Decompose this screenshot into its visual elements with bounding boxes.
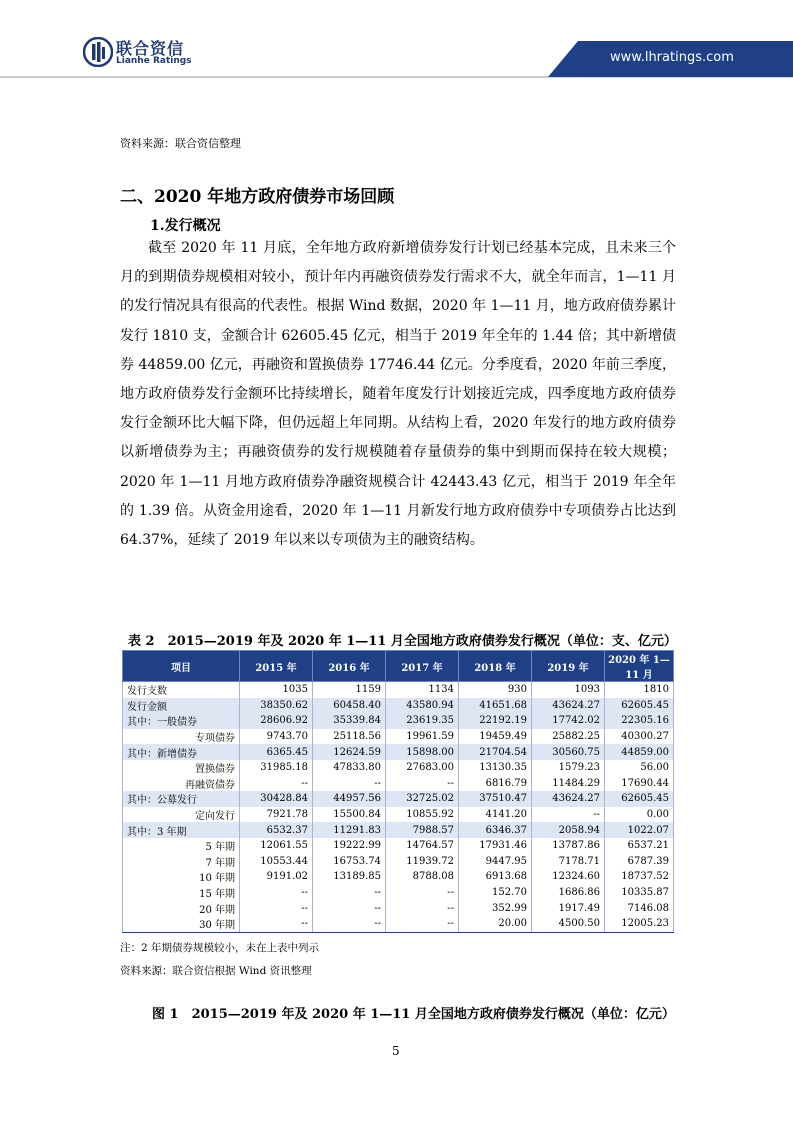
table-cell: 17931.46 — [459, 838, 532, 854]
table-cell: 30428.84 — [240, 791, 313, 807]
row-label: 其中：新增债券 — [123, 744, 240, 760]
table-cell: 25118.56 — [313, 729, 386, 745]
row-label: 专项债券 — [123, 729, 240, 745]
table-body — [123, 682, 674, 933]
table-cell: -- — [386, 900, 459, 916]
table-cell: 44957.56 — [313, 791, 386, 807]
table-cell: -- — [313, 776, 386, 792]
section-title: 二、2020 年地方政府债券市场回顾 — [120, 187, 395, 207]
table-row — [123, 854, 674, 870]
table-cell: 30560.75 — [532, 744, 605, 760]
table-cell: 16753.74 — [313, 854, 386, 870]
table-cell: 12324.60 — [532, 869, 605, 885]
row-label: 20 年期 — [123, 900, 240, 916]
table-caption: 表 2 2015—2019 年及 2020 年 1—11 月全国地方政府债券发行概况（单位：支、亿元） — [128, 634, 677, 649]
table-cell: 7921.78 — [240, 807, 313, 823]
table-row — [123, 729, 674, 745]
row-label: 发行支数 — [123, 682, 240, 698]
row-label: 其中：3 年期 — [123, 822, 240, 838]
table-cell: 17742.02 — [532, 713, 605, 729]
table-cell: 2058.94 — [532, 822, 605, 838]
figure-caption: 图 1 2015—2019 年及 2020 年 1—11 月全国地方政府债券发行概况（单位：亿元） — [152, 1007, 675, 1022]
table-row — [123, 791, 674, 807]
table-cell: 23619.35 — [386, 713, 459, 729]
table-cell: -- — [240, 776, 313, 792]
table-cell: 11291.83 — [313, 822, 386, 838]
table-cell: -- — [240, 916, 313, 932]
table-cell: 21704.54 — [459, 744, 532, 760]
table-cell: 7988.57 — [386, 822, 459, 838]
table-cell: 13787.86 — [532, 838, 605, 854]
table-row — [123, 776, 674, 792]
table-cell: 35339.84 — [313, 713, 386, 729]
table-cell: 11939.72 — [386, 854, 459, 870]
table-cell: 44859.00 — [605, 744, 674, 760]
table-cell: 1093 — [532, 682, 605, 698]
table-cell: 43624.27 — [532, 698, 605, 714]
table-cell: 20.00 — [459, 916, 532, 932]
table-row — [123, 885, 674, 901]
table-cell: 4141.20 — [459, 807, 532, 823]
table-note: 注：2 年期债券规模较小，未在上表中列示 — [120, 942, 320, 954]
table-cell: 27683.00 — [386, 760, 459, 776]
paragraph-text: 截至 2020 年 11 月底，全年地方政府新增债券发行计划已经基本完成，且未来三个月的到期债券规模相对较小，预计年内再融资债券发行需求不大，就全年而言，1—11 月的发行情况具有很高的代表性。根据 Wind 数据，2020 年 1—11 月，地方政府债券累计发行 1810 支，金额合计 62605.45 亿元，相当于 2019 年全年的 1.44 倍；其中新增债券 44859.00 亿元，再融资和置换债券 17746.44 亿元。分季度看，2020 年前三季度，地方政府债券发行金额环比持续增长，随着年度发行计划接近完成，四季度地方政府债券发行金额环比大幅下降，但仍远超上年同期。从结构上看，2020 年发行的地方政府债券以新增债券为主；再融资债券的发行规模随着存量债券的集中到期而保持在较大规模；2020 年 1—11 月地方政府债券净融资规模合计 42443.43 亿元，相当于 2019 年全年的 1.39 倍。从资金用途看，2020 年 1—11 月新发行地方政府债券中专项债券占比达到 64.37%，延续了 2019 年以来以专项债为主的融资结构。 — [120, 240, 676, 549]
table-cell: 15898.00 — [386, 744, 459, 760]
page-header — [0, 0, 793, 80]
table-cell: 32725.02 — [386, 791, 459, 807]
table-cell: 14764.57 — [386, 838, 459, 854]
table-cell: 9447.95 — [459, 854, 532, 870]
table-cell: 7178.71 — [532, 854, 605, 870]
table-cell: -- — [313, 885, 386, 901]
table-cell: 22192.19 — [459, 713, 532, 729]
table-row — [123, 760, 674, 776]
table-cell: 1035 — [240, 682, 313, 698]
page-number: 5 — [392, 1044, 400, 1058]
col-header: 2016 年 — [313, 651, 386, 682]
table-cell: 19961.59 — [386, 729, 459, 745]
table-cell: 6532.37 — [240, 822, 313, 838]
lianhe-logo-icon — [83, 37, 113, 67]
table-cell: 12624.59 — [313, 744, 386, 760]
table-cell: -- — [313, 916, 386, 932]
website-url[interactable]: www.lhratings.com — [610, 50, 734, 65]
table-cell: 22305.16 — [605, 713, 674, 729]
table-cell: 1579.23 — [532, 760, 605, 776]
table-cell: 28606.92 — [240, 713, 313, 729]
table-row — [123, 838, 674, 854]
table-row — [123, 744, 674, 760]
table-cell: 12005.23 — [605, 916, 674, 932]
row-label: 定向发行 — [123, 807, 240, 823]
row-label: 置换债券 — [123, 760, 240, 776]
table-cell: 1134 — [386, 682, 459, 698]
table-cell: -- — [386, 885, 459, 901]
col-header: 2020 年 1—11 月 — [605, 651, 674, 682]
table-cell: 13130.35 — [459, 760, 532, 776]
table-cell: 41651.68 — [459, 698, 532, 714]
table-cell: 31985.18 — [240, 760, 313, 776]
row-label: 其中：公募发行 — [123, 791, 240, 807]
table-cell: 18737.52 — [605, 869, 674, 885]
table-cell: 152.70 — [459, 885, 532, 901]
table-cell: 19222.99 — [313, 838, 386, 854]
table-row — [123, 698, 674, 714]
col-header: 2019 年 — [532, 651, 605, 682]
table-cell: 9191.02 — [240, 869, 313, 885]
table-cell: 7146.08 — [605, 900, 674, 916]
col-header: 2018 年 — [459, 651, 532, 682]
table-cell: 40300.27 — [605, 729, 674, 745]
table-cell: 25882.25 — [532, 729, 605, 745]
table-cell: 13189.85 — [313, 869, 386, 885]
table-cell: 10855.92 — [386, 807, 459, 823]
table-cell: 56.00 — [605, 760, 674, 776]
table-cell: 1159 — [313, 682, 386, 698]
table-cell: 37510.47 — [459, 791, 532, 807]
table-cell: -- — [532, 807, 605, 823]
table-cell: 4500.50 — [532, 916, 605, 932]
table-cell: -- — [240, 900, 313, 916]
table-row — [123, 807, 674, 823]
sub-title: 1.发行概况 — [150, 218, 221, 234]
table-cell: 60458.40 — [313, 698, 386, 714]
table-cell: 10335.87 — [605, 885, 674, 901]
table-cell: 15500.84 — [313, 807, 386, 823]
col-header: 项目 — [123, 651, 240, 682]
col-header: 2015 年 — [240, 651, 313, 682]
table-cell: 6537.21 — [605, 838, 674, 854]
table-cell: 0.00 — [605, 807, 674, 823]
row-label: 其中：一般债券 — [123, 713, 240, 729]
table-row — [123, 713, 674, 729]
table-cell: 930 — [459, 682, 532, 698]
table-row — [123, 900, 674, 916]
table-cell: 1917.49 — [532, 900, 605, 916]
brand-name-cn: 联合资信 — [116, 39, 185, 58]
table-cell: 1810 — [605, 682, 674, 698]
table-cell: 352.99 — [459, 900, 532, 916]
table-cell: -- — [313, 900, 386, 916]
table-cell: 10553.44 — [240, 854, 313, 870]
table-row — [123, 682, 674, 698]
table-cell: 43580.94 — [386, 698, 459, 714]
table-row — [123, 822, 674, 838]
table-cell: 8788.08 — [386, 869, 459, 885]
table-cell: 6365.45 — [240, 744, 313, 760]
table-cell: 12061.55 — [240, 838, 313, 854]
table-cell: 6346.37 — [459, 822, 532, 838]
table-cell: -- — [386, 916, 459, 932]
source-note-bottom: 资料来源：联合资信根据 Wind 资讯整理 — [120, 965, 312, 977]
table-cell: 19459.49 — [459, 729, 532, 745]
body-paragraph — [120, 234, 676, 555]
row-label: 15 年期 — [123, 885, 240, 901]
table-header-row — [123, 651, 674, 682]
row-label: 10 年期 — [123, 869, 240, 885]
table-cell: 47833.80 — [313, 760, 386, 776]
table-cell: 62605.45 — [605, 698, 674, 714]
row-label: 7 年期 — [123, 854, 240, 870]
table-cell: 62605.45 — [605, 791, 674, 807]
table-cell: 11484.29 — [532, 776, 605, 792]
table-cell: 6816.79 — [459, 776, 532, 792]
bond-issuance-table — [122, 650, 674, 933]
table-cell: -- — [386, 776, 459, 792]
table-cell: -- — [240, 885, 313, 901]
table-cell: 38350.62 — [240, 698, 313, 714]
table-cell: 43624.27 — [532, 791, 605, 807]
row-label: 5 年期 — [123, 838, 240, 854]
brand-name-en: Lianhe Ratings — [116, 56, 192, 66]
table-row — [123, 916, 674, 932]
table-cell: 17690.44 — [605, 776, 674, 792]
row-label: 发行金额 — [123, 698, 240, 714]
row-label: 再融资债券 — [123, 776, 240, 792]
table-cell: 6913.68 — [459, 869, 532, 885]
col-header: 2017 年 — [386, 651, 459, 682]
table-cell: 6787.39 — [605, 854, 674, 870]
row-label: 30 年期 — [123, 916, 240, 932]
table-cell: 1022.07 — [605, 822, 674, 838]
table-cell: 1686.86 — [532, 885, 605, 901]
table-row — [123, 869, 674, 885]
source-note-top: 资料来源：联合资信整理 — [120, 137, 241, 150]
table-cell: 9743.70 — [240, 729, 313, 745]
